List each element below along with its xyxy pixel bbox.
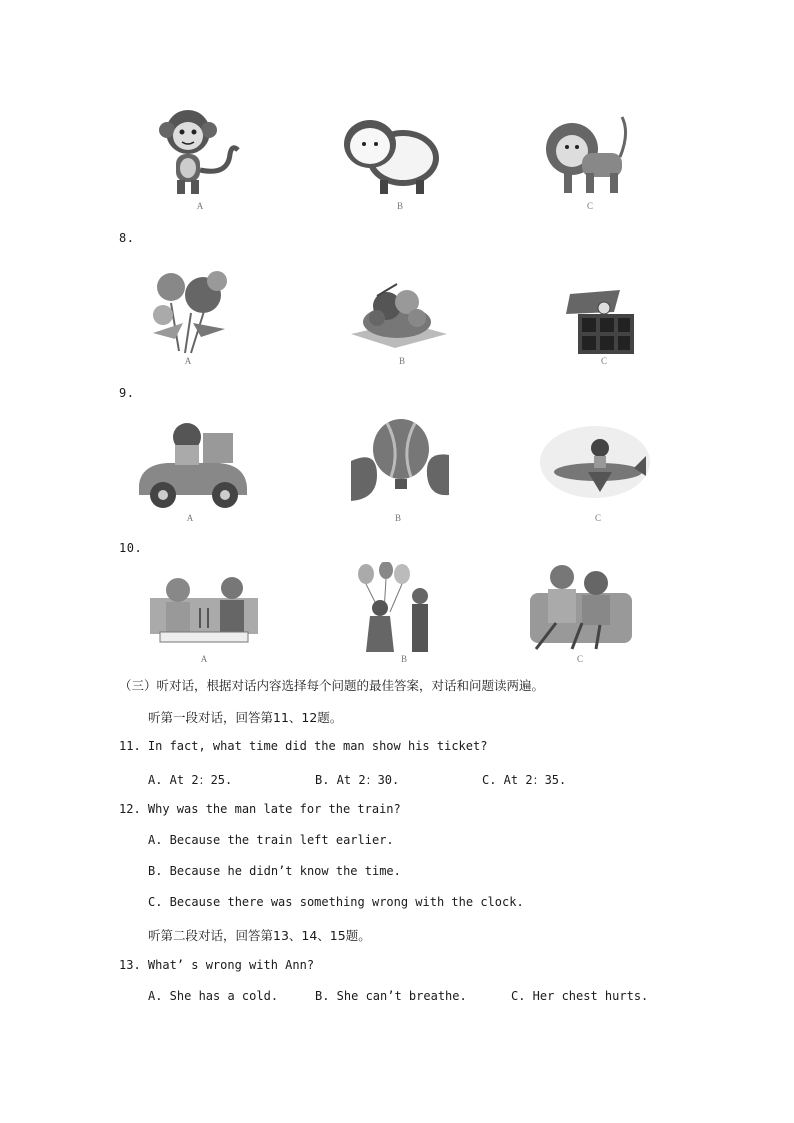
dialog-intro: 听第一段对话，回答第11、12题。 bbox=[148, 710, 343, 725]
option-12-a: A. Because the train left earlier. bbox=[148, 833, 394, 847]
option-letter: C bbox=[594, 513, 601, 523]
question-11: 11. In fact, what time did the man show his ticket? bbox=[119, 739, 488, 753]
question-12: 12. Why was the man late for the train? bbox=[119, 802, 401, 816]
hot-air-balloon-icon bbox=[347, 415, 453, 511]
question-number: 9. bbox=[119, 386, 135, 400]
fruit-basket-icon bbox=[347, 276, 449, 354]
option-letter: B bbox=[394, 513, 401, 523]
monkey-icon bbox=[158, 104, 248, 200]
car-icon bbox=[133, 415, 251, 513]
question-number: 8. bbox=[119, 231, 135, 245]
option-letter: A bbox=[200, 654, 208, 664]
dialog-intro: 听第二段对话，回答第13、14、15题。 bbox=[148, 928, 371, 943]
airplane-icon bbox=[538, 422, 652, 502]
option-letter: B bbox=[396, 201, 403, 211]
party-balloons-icon bbox=[350, 562, 446, 656]
dinner-couple-icon bbox=[150, 568, 258, 656]
sheep-icon bbox=[338, 110, 443, 198]
section-heading: （三）听对话，根据对话内容选择每个问题的最佳答案，对话和问题读两遍。 bbox=[119, 678, 545, 693]
option-letter: B bbox=[398, 356, 405, 366]
chocolate-box-icon bbox=[560, 290, 638, 358]
option-13-a: A. She has a cold. bbox=[148, 989, 279, 1003]
option-letter: C bbox=[586, 201, 593, 211]
option-letter: B bbox=[400, 654, 407, 664]
option-11-b: B. At 2：30. bbox=[315, 773, 400, 787]
option-13-b: B. She can’t breathe. bbox=[315, 989, 467, 1003]
option-letter: C bbox=[600, 356, 607, 366]
option-letter: A bbox=[186, 513, 194, 523]
option-12-c: C. Because there was something wrong with the clock. bbox=[148, 895, 524, 909]
option-letter: C bbox=[576, 654, 583, 664]
option-letter: A bbox=[196, 201, 204, 211]
flowers-icon bbox=[145, 263, 237, 358]
option-13-c: C. Her chest hurts. bbox=[511, 989, 649, 1003]
lion-icon bbox=[542, 113, 634, 199]
option-letter: A bbox=[184, 356, 192, 366]
question-number: 10. bbox=[119, 541, 143, 555]
question-13: 13. What’ s wrong with Ann? bbox=[119, 958, 315, 972]
sofa-couple-icon bbox=[526, 563, 636, 656]
option-12-b: B. Because he didn’t know the time. bbox=[148, 864, 401, 878]
option-11-c: C. At 2：35. bbox=[482, 773, 567, 787]
option-11-a: A. At 2：25. bbox=[148, 773, 233, 787]
